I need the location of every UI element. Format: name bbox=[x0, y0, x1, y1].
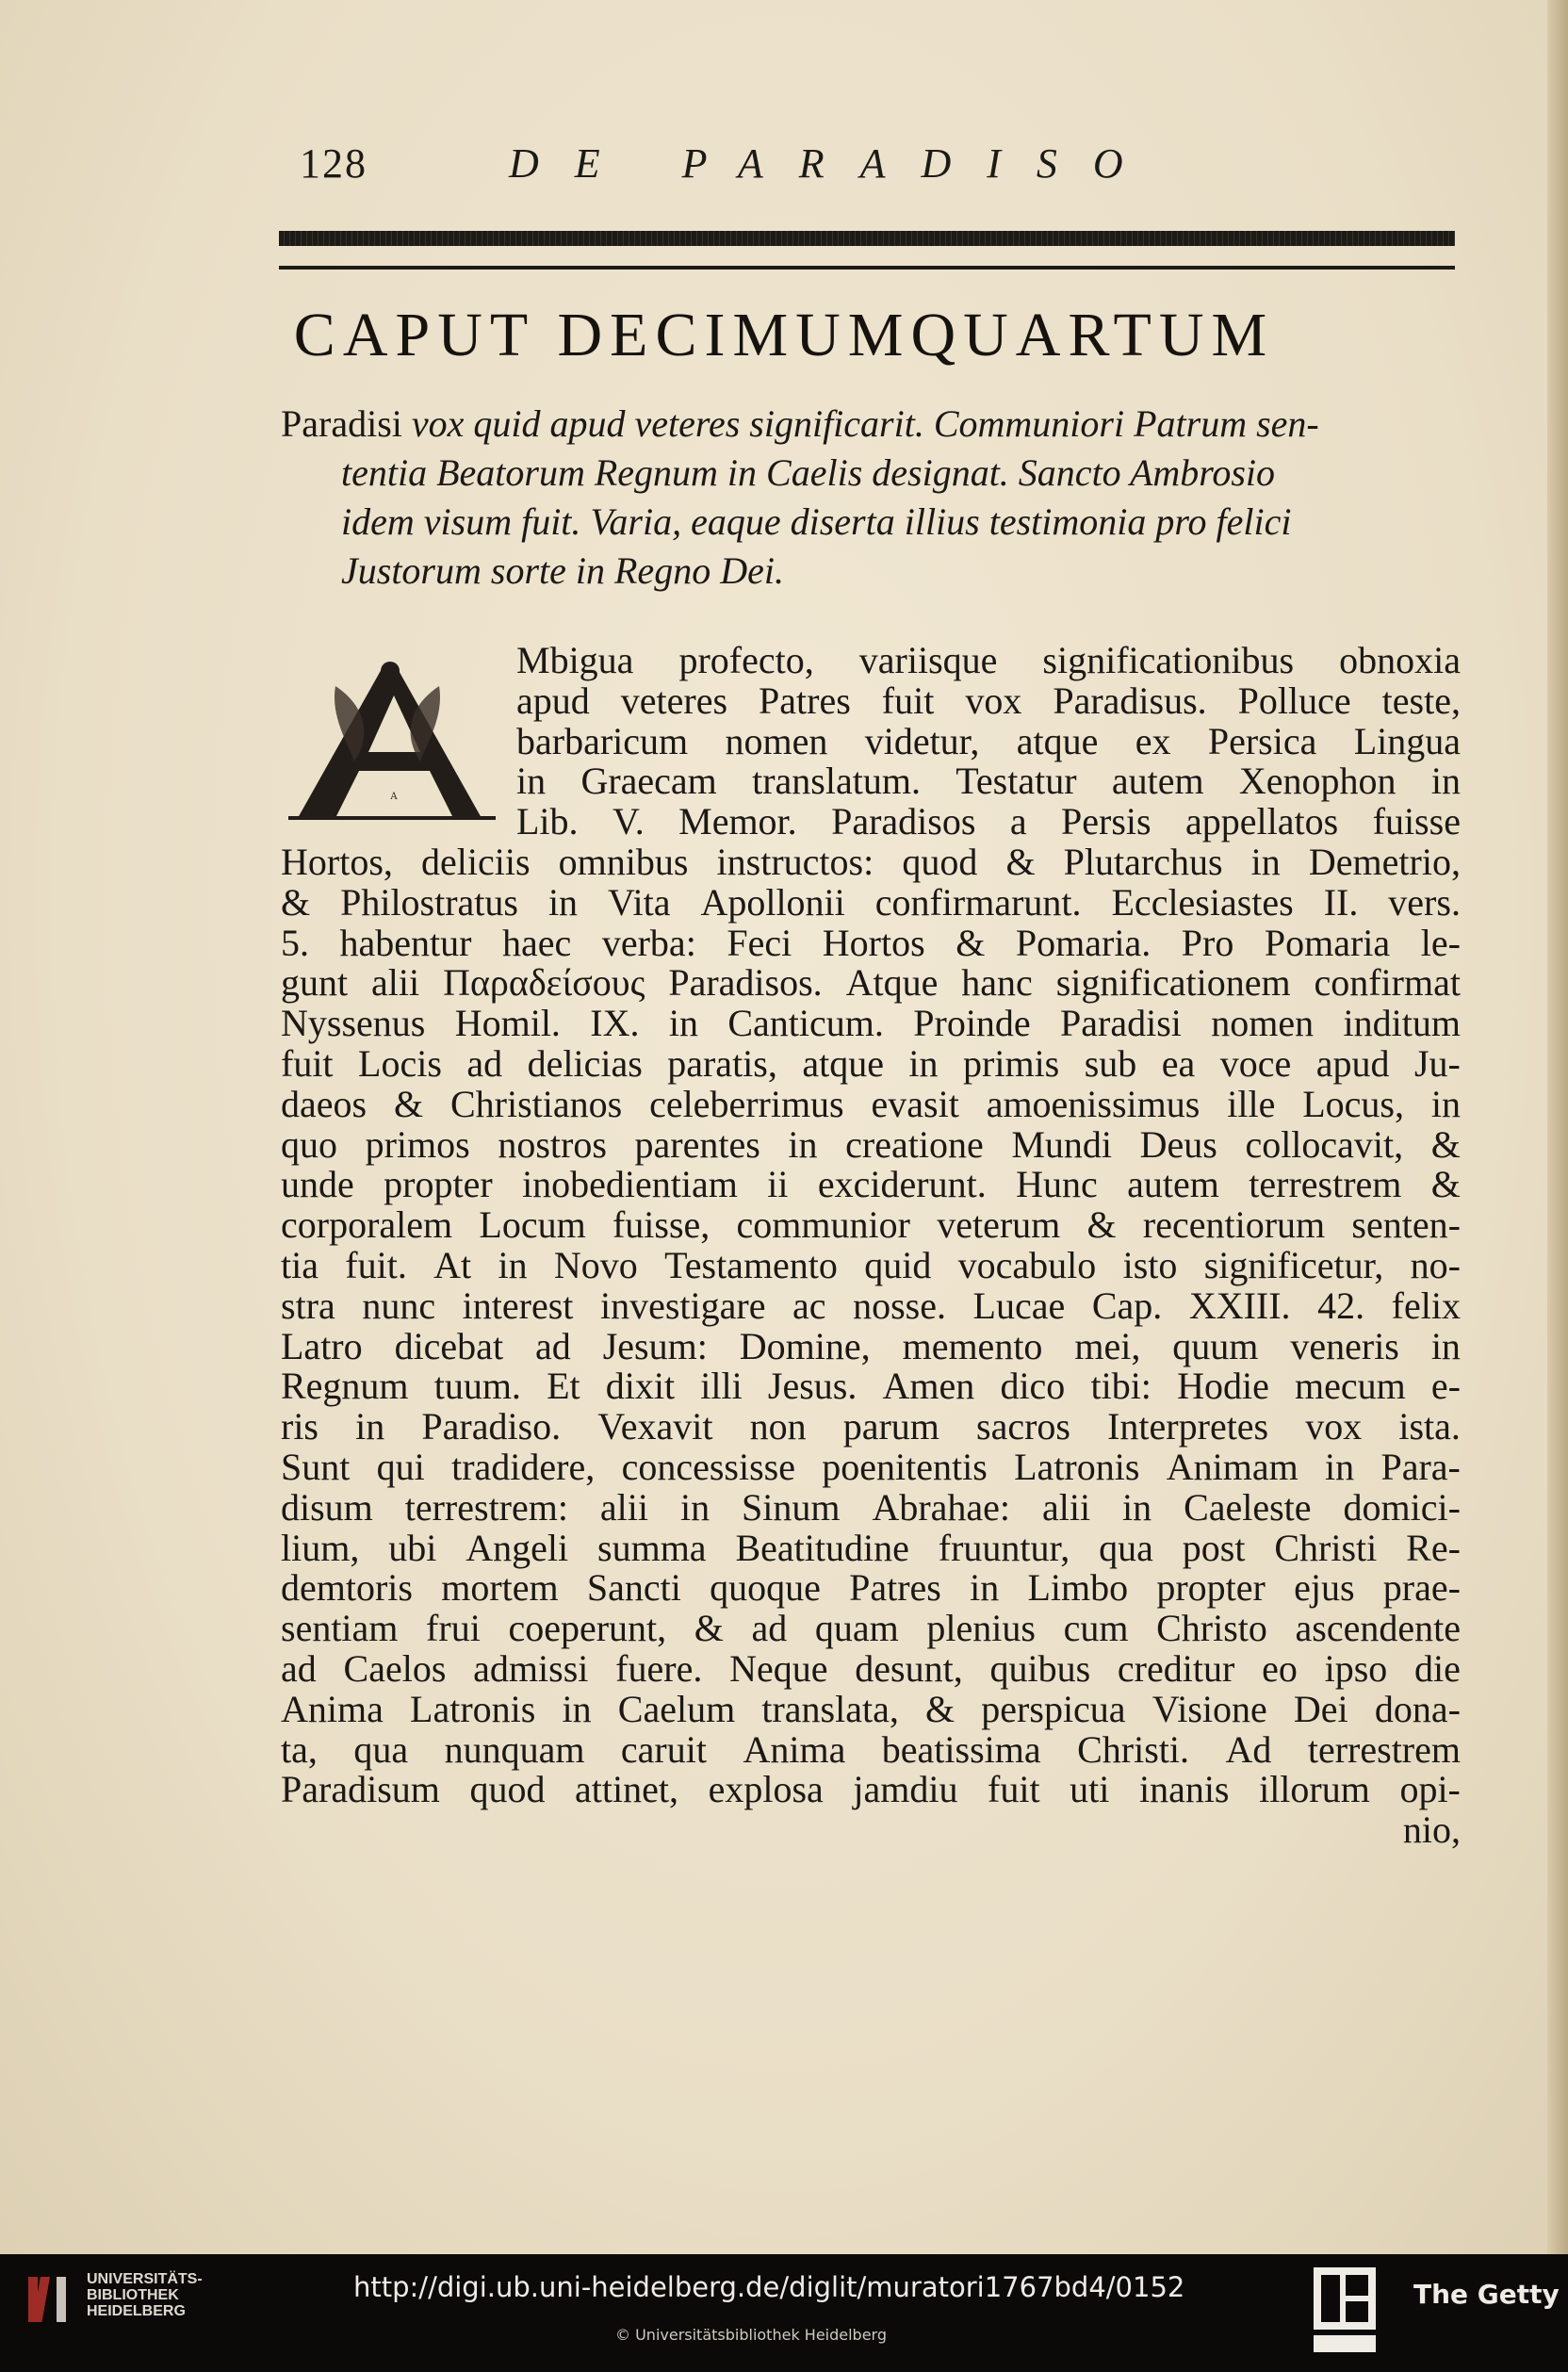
text-line: Regnum tuum. Et dixit illi Jesus. Amen dico tibi: Hodie mecum e- bbox=[281, 1365, 1461, 1408]
header-rule-thin bbox=[279, 266, 1455, 270]
summary-line: tentia Beatorum Regnum in Caelis designat. Sancto Ambrosio bbox=[341, 451, 1276, 494]
text-line: tia fuit. At in Novo Testamento quid vocabulo isto significetur, no- bbox=[281, 1243, 1461, 1286]
text-line: Sunt qui tradidere, concessisse poenitentis Latronis Animam in Para- bbox=[281, 1445, 1461, 1488]
copyright-notice: © Universitätsbibliothek Heidelberg bbox=[615, 2326, 888, 2344]
running-title: DE PARADISO bbox=[509, 140, 1159, 187]
text-line: Latro dicebat ad Jesum: Domine, memento mei, quum veneris in bbox=[281, 1324, 1461, 1367]
university-library-logo-icon[interactable] bbox=[24, 2271, 81, 2328]
page-number: 128 bbox=[300, 140, 368, 187]
summary-line: Justorum sorte in Regno Dei. bbox=[341, 549, 784, 592]
text-line: Mbigua profecto, variisque significationibus obnoxia bbox=[516, 639, 1461, 681]
text-line: lium, ubi Angeli summa Beatitudine fruuntur, qua post Christi Re- bbox=[281, 1526, 1461, 1569]
summary-line: idem visum fuit. Varia, eaque diserta illius testimonia pro felici bbox=[341, 500, 1292, 543]
text-line: Paradisum quod attinet, explosa jamdiu fuit uti inanis illorum opi- bbox=[281, 1768, 1461, 1811]
text-line: in Graecam translatum. Testatur autem Xenophon in bbox=[516, 760, 1461, 803]
text-line: demtoris mortem Sancti quoque Patres in Limbo propter ejus prae- bbox=[281, 1566, 1461, 1610]
text-line: sentiam frui coeperunt, & ad quam plenius cum Christo ascendente bbox=[281, 1607, 1461, 1650]
partner-name: The Getty bbox=[1413, 2279, 1560, 2310]
text-line: Anima Latronis in Caelum translata, & perspicua Visione Dei dona- bbox=[281, 1687, 1461, 1730]
svg-text:A: A bbox=[390, 792, 398, 802]
body-text bbox=[281, 641, 1461, 1851]
summary-line: Paradisi vox quid apud veteres significarit. Communiori Patrum sen- bbox=[281, 402, 1319, 445]
text-line: 5. habentur haec verba: Feci Hortos & Pomaria. Pro Pomaria le- bbox=[281, 921, 1461, 964]
text-line: corporalem Locum fuisse, communior veterum & recentiorum senten- bbox=[281, 1203, 1461, 1247]
getty-logo-icon[interactable] bbox=[1312, 2266, 1378, 2355]
text-line: disum terrestrem: alii in Sinum Abrahae: alii in Caeleste domici- bbox=[281, 1485, 1461, 1529]
text-line: Nyssenus Homil. IX. in Canticum. Proinde Paradisi nomen inditum bbox=[281, 1002, 1461, 1045]
text-line: ta, qua nunquam caruit Anima beatissima Christi. Ad terrestrem bbox=[281, 1727, 1461, 1771]
text-line: apud veteres Patres fuit vox Paradisus. Polluce teste, bbox=[516, 679, 1461, 722]
running-head bbox=[0, 139, 1568, 196]
viewer-footer bbox=[0, 2254, 1568, 2372]
text-line: ad Caelos admissi fuere. Neque desunt, quibus creditur eo ipso die bbox=[281, 1646, 1461, 1690]
text-line: stra nunc interest investigare ac nosse. Lucae Cap. XXIII. 42. felix bbox=[281, 1284, 1461, 1327]
text-line: barbaricum nomen videtur, atque ex Persica Lingua bbox=[516, 719, 1461, 762]
catchword: nio, bbox=[1402, 1808, 1461, 1852]
text-line: quo primos nostros parentes in creatione Mundi Deus collocavit, & bbox=[281, 1122, 1461, 1166]
permalink-url[interactable]: http://digi.ub.uni-heidelberg.de/diglit/muratori1767bd4/0152 bbox=[353, 2271, 1185, 2303]
text-line: Hortos, deliciis omnibus instructos: quod & Plutarchus in Demetrio, bbox=[281, 840, 1461, 883]
text-line: unde propter inobedientiam ii exciderunt. Hunc autem terrestrem & bbox=[281, 1163, 1461, 1206]
chapter-summary bbox=[281, 400, 1449, 596]
text-line: ris in Paradiso. Vexavit non parum sacros Interpretes vox ista. bbox=[281, 1405, 1461, 1448]
header-rule-thick bbox=[279, 231, 1455, 246]
library-name: UNIVERSITÄTS- BIBLIOTHEK HEIDELBERG bbox=[87, 2271, 203, 2319]
text-line: & Philostratus in Vita Apollonii confirmarunt. Ecclesiastes II. vers. bbox=[281, 880, 1461, 924]
chapter-title: CAPUT DECIMUMQUARTUM bbox=[293, 301, 1275, 369]
text-line: fuit Locis ad delicias paratis, atque in primis sub ea voce apud Ju- bbox=[281, 1041, 1461, 1085]
text-line: gunt alii Παραδείσους Paradisos. Atque hanc significationem confirmat bbox=[281, 961, 1461, 1005]
text-line: Lib. V. Memor. Paradisos a Persis appellatos fuisse bbox=[516, 800, 1461, 843]
text-line: daeos & Christianos celeberrimus evasit amoenissimus ille Locus, in bbox=[281, 1082, 1461, 1125]
